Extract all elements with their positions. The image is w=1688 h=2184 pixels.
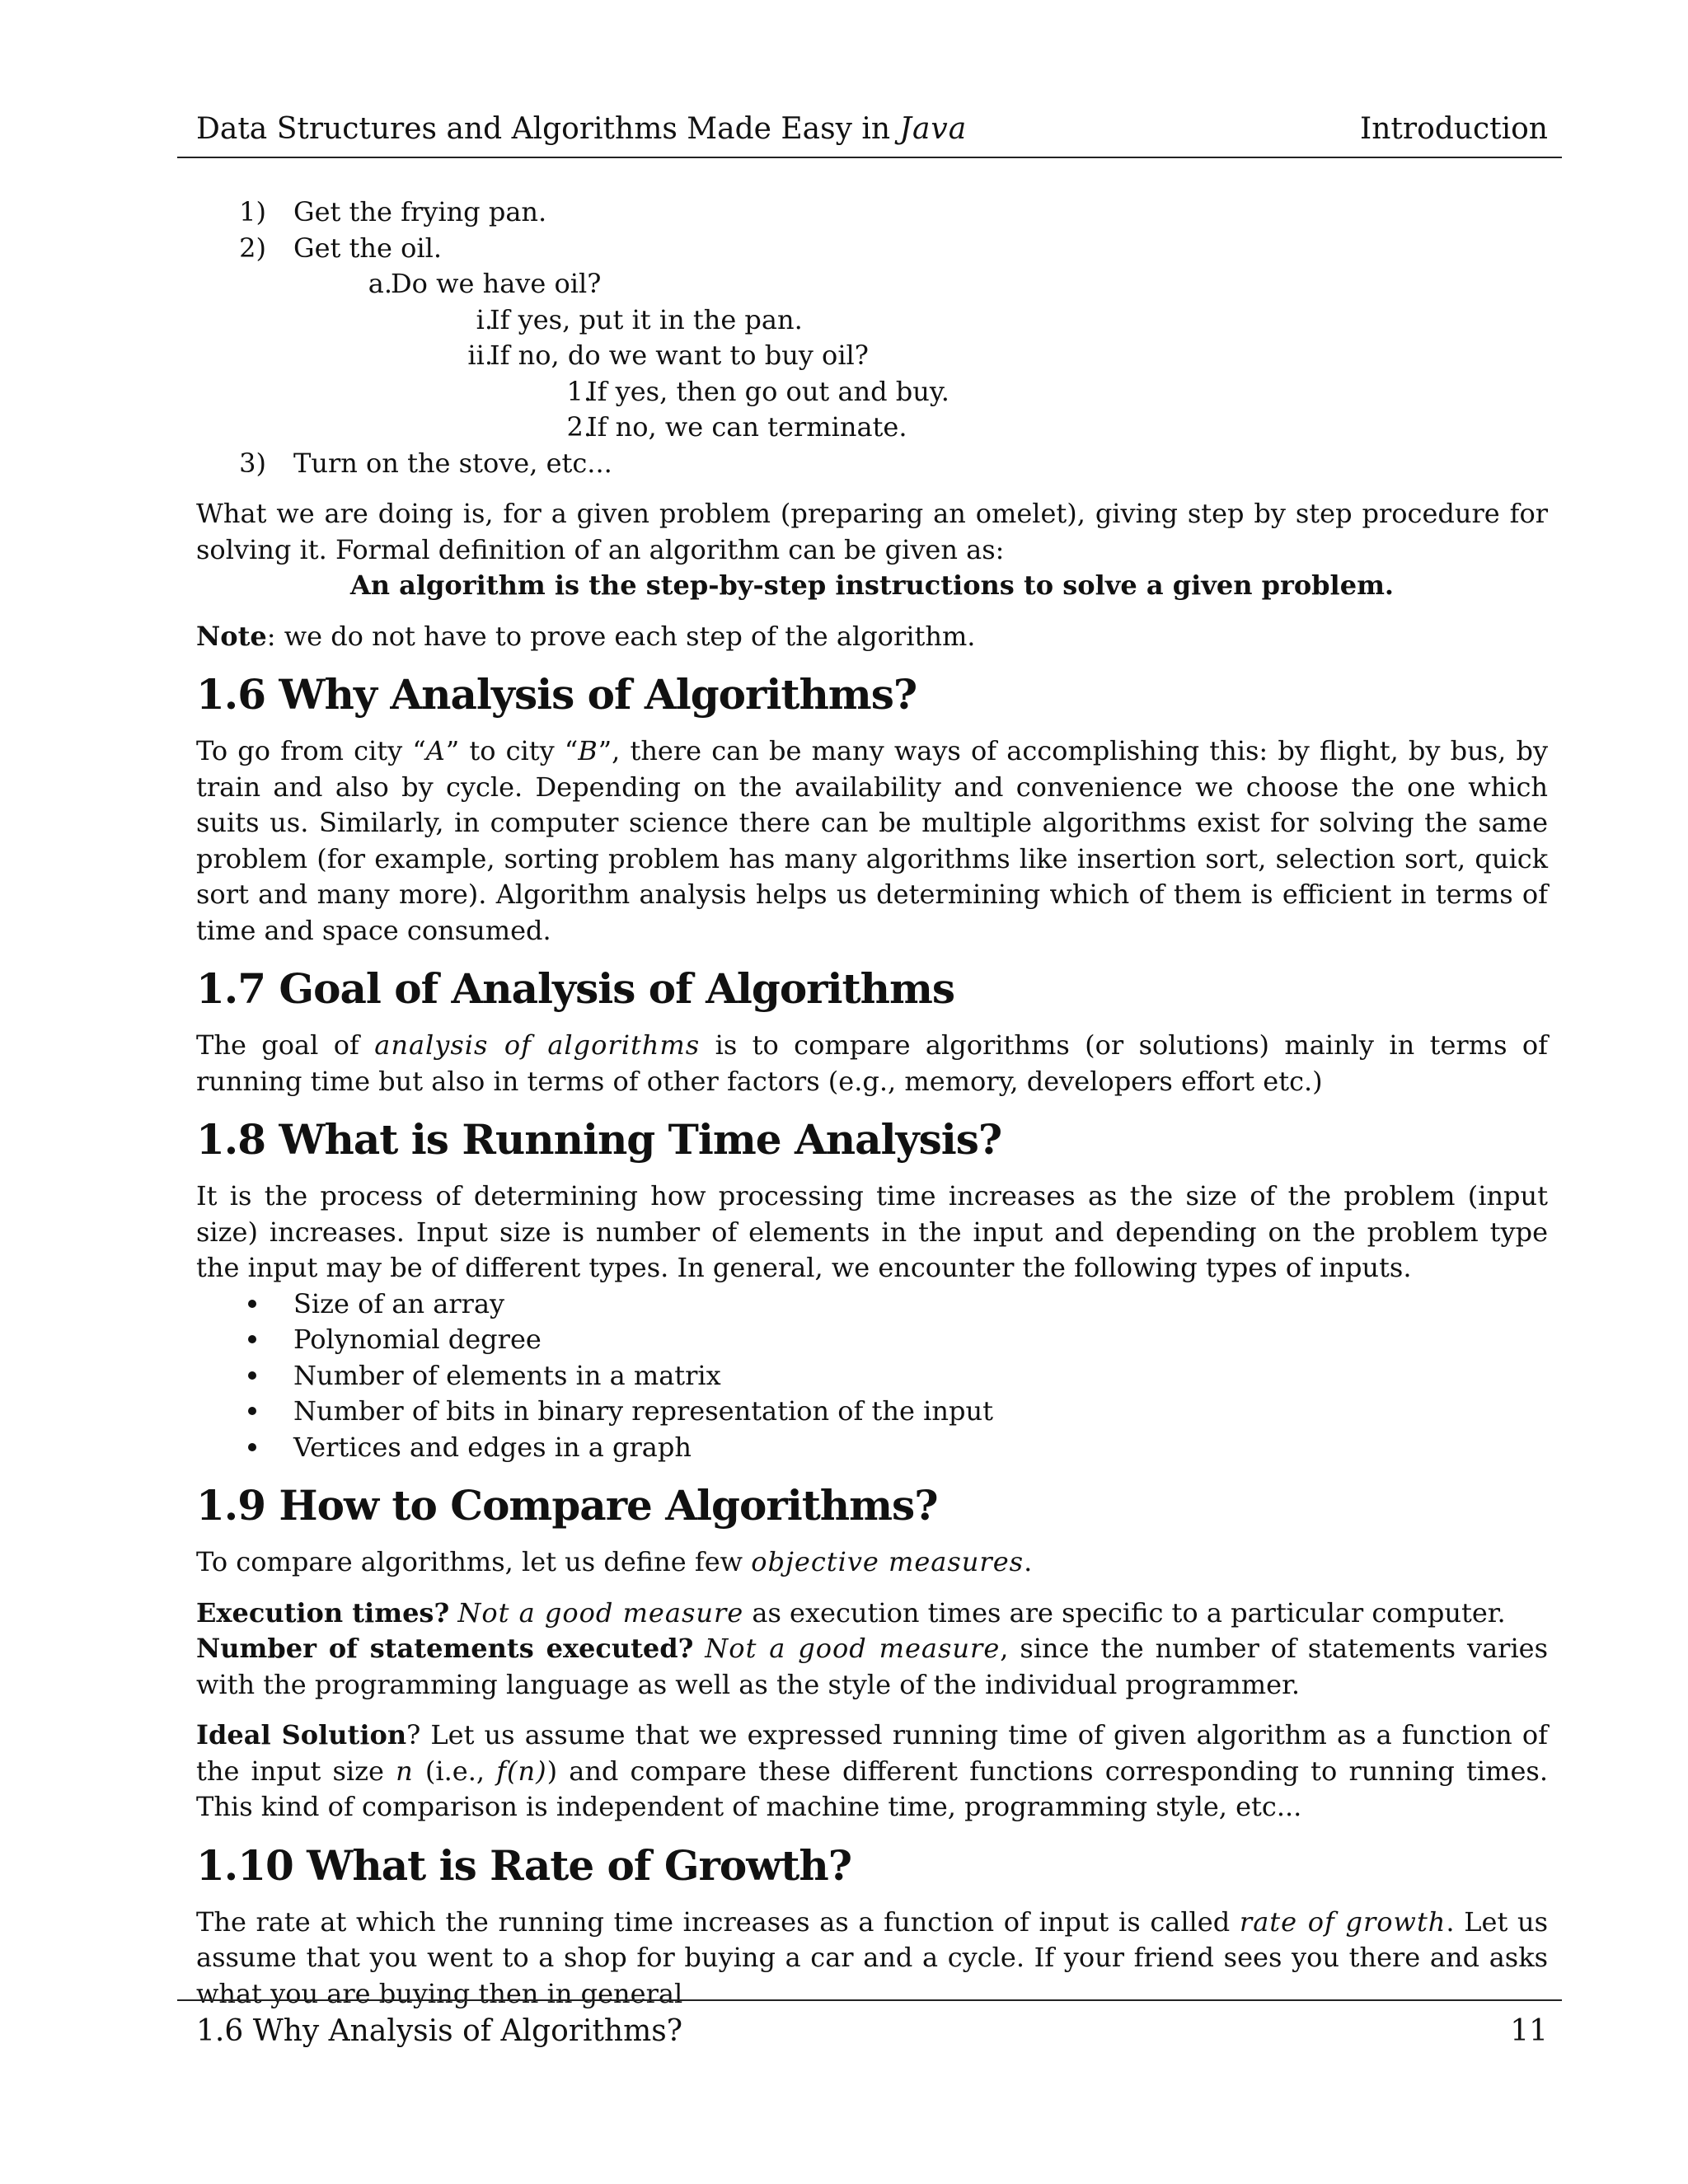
running-footer: [196, 2011, 1548, 2052]
execution-times-label: Execution times?: [196, 1596, 450, 1629]
statements-paragraph: Number of statements executed? Not a good measure, since the number of statements varies with the programming language as well as the style of the individual programmer.: [196, 1633, 1549, 1700]
step-item: 2) Get the oil.: [239, 232, 443, 264]
bullet-icon: [248, 1443, 256, 1451]
ideal-solution-label: Ideal Solution: [196, 1719, 407, 1750]
section-1-6-paragraph: To go from city “A” to city “B”, there can be many ways of accomplishing this: by flight, by bus, by train and also by cycle. Depending on the availability and convenience we choose the one which suits us. Similarly, in computer science there can be multiple algorithms exist for solving the same problem (for example, sorting problem has many algorithms like insertion sort, selection sort, quick sort and many more). Algorithm analysis helps us determining which of them is efficient in terms of time and space consumed.: [196, 735, 1549, 946]
section-heading-1-9: 1.9 How to Compare Algorithms?: [196, 1481, 938, 1530]
section-heading-1-8: 1.8 What is Running Time Analysis?: [196, 1115, 1002, 1164]
header-rule: [177, 157, 1562, 158]
step-item: a. Do we have oil?: [368, 268, 602, 299]
step-item: ii. If no, do we want to buy oil?: [467, 340, 869, 371]
note-paragraph: Note: we do not have to prove each step of the algorithm.: [196, 620, 976, 652]
list-item: Vertices and edges in a graph: [196, 1430, 1548, 1466]
input-types-list: [196, 1286, 1548, 1466]
section-1-10-paragraph: The rate at which the running time increases as a function of input is called rate of growth. Let us assume that you went to a shop for buying a car and a cycle. If your friend sees you there and asks what you are buying then in general: [196, 1905, 1549, 2009]
step-item: 3) Turn on the stove, etc...: [239, 447, 612, 479]
list-item: Polynomial degree: [196, 1322, 1548, 1358]
section-1-7-paragraph: The goal of analysis of algorithms is to compare algorithms (or solutions) mainly in terms of running time but also in terms of other factors (e.g., memory, developers effort etc.): [196, 1029, 1549, 1097]
page-body: [196, 194, 1548, 2012]
step-item: i. If yes, put it in the pan.: [476, 303, 803, 335]
footer-rule: [177, 1999, 1562, 2001]
section-heading-1-6: 1.6 Why Analysis of Algorithms?: [196, 670, 917, 719]
algorithm-definition: An algorithm is the step-by-step instructions to solve a given problem.: [349, 569, 1395, 601]
note-label: Note: [196, 620, 267, 652]
list-item: Number of bits in binary representation of the input: [196, 1394, 1548, 1430]
step-item: 1) Get the frying pan.: [239, 196, 547, 227]
bullet-icon: [248, 1335, 256, 1343]
omelet-steps-list: [196, 194, 1548, 481]
book-title-language: Java: [899, 112, 968, 146]
bullet-icon: [248, 1300, 256, 1308]
step-item: 2. If no, we can terminate.: [566, 411, 907, 443]
intro-paragraph: What we are doing is, for a given problem (preparing an omelet), giving step by step procedure for solving it. Formal definition of an algorithm can be given as:: [196, 498, 1548, 565]
list-item: Number of elements in a matrix: [196, 1358, 1548, 1394]
page-number: 11: [1510, 2014, 1548, 2048]
footer-section-title: 1.6 Why Analysis of Algorithms?: [196, 2014, 683, 2048]
bullet-icon: [248, 1407, 256, 1415]
running-header: [196, 109, 1548, 150]
section-heading-1-7: 1.7 Goal of Analysis of Algorithms: [196, 964, 955, 1013]
list-item: Size of an array: [196, 1286, 1548, 1323]
section-heading-1-10: 1.10 What is Rate of Growth?: [196, 1840, 851, 1890]
step-item: 1. If yes, then go out and buy.: [566, 375, 950, 407]
chapter-title: Introduction: [1360, 112, 1548, 146]
bullet-icon: [248, 1371, 256, 1380]
ideal-solution-paragraph: Ideal Solution? Let us assume that we expressed running time of given algorithm as a function of the input size n (i.e., f(n)) and compare these different functions corresponding to running times. This kind of comparison is independent of machine time, programming style, etc...: [196, 1719, 1549, 1822]
execution-times-paragraph: Execution times? Not a good measure as execution times are specific to a particular computer.: [196, 1596, 1506, 1629]
book-title: Data Structures and Algorithms Made Easy in Java: [196, 112, 968, 146]
section-1-8-paragraph: It is the process of determining how processing time increases as the size of the problem (input size) increases. Input size is number of elements in the input and depending on the problem type the input may be of different types. In general, we encounter the following types of inputs.: [196, 1180, 1548, 1283]
section-1-9-intro: To compare algorithms, let us define few objective measures.: [196, 1546, 1033, 1577]
statements-label: Number of statements executed?: [196, 1633, 694, 1664]
